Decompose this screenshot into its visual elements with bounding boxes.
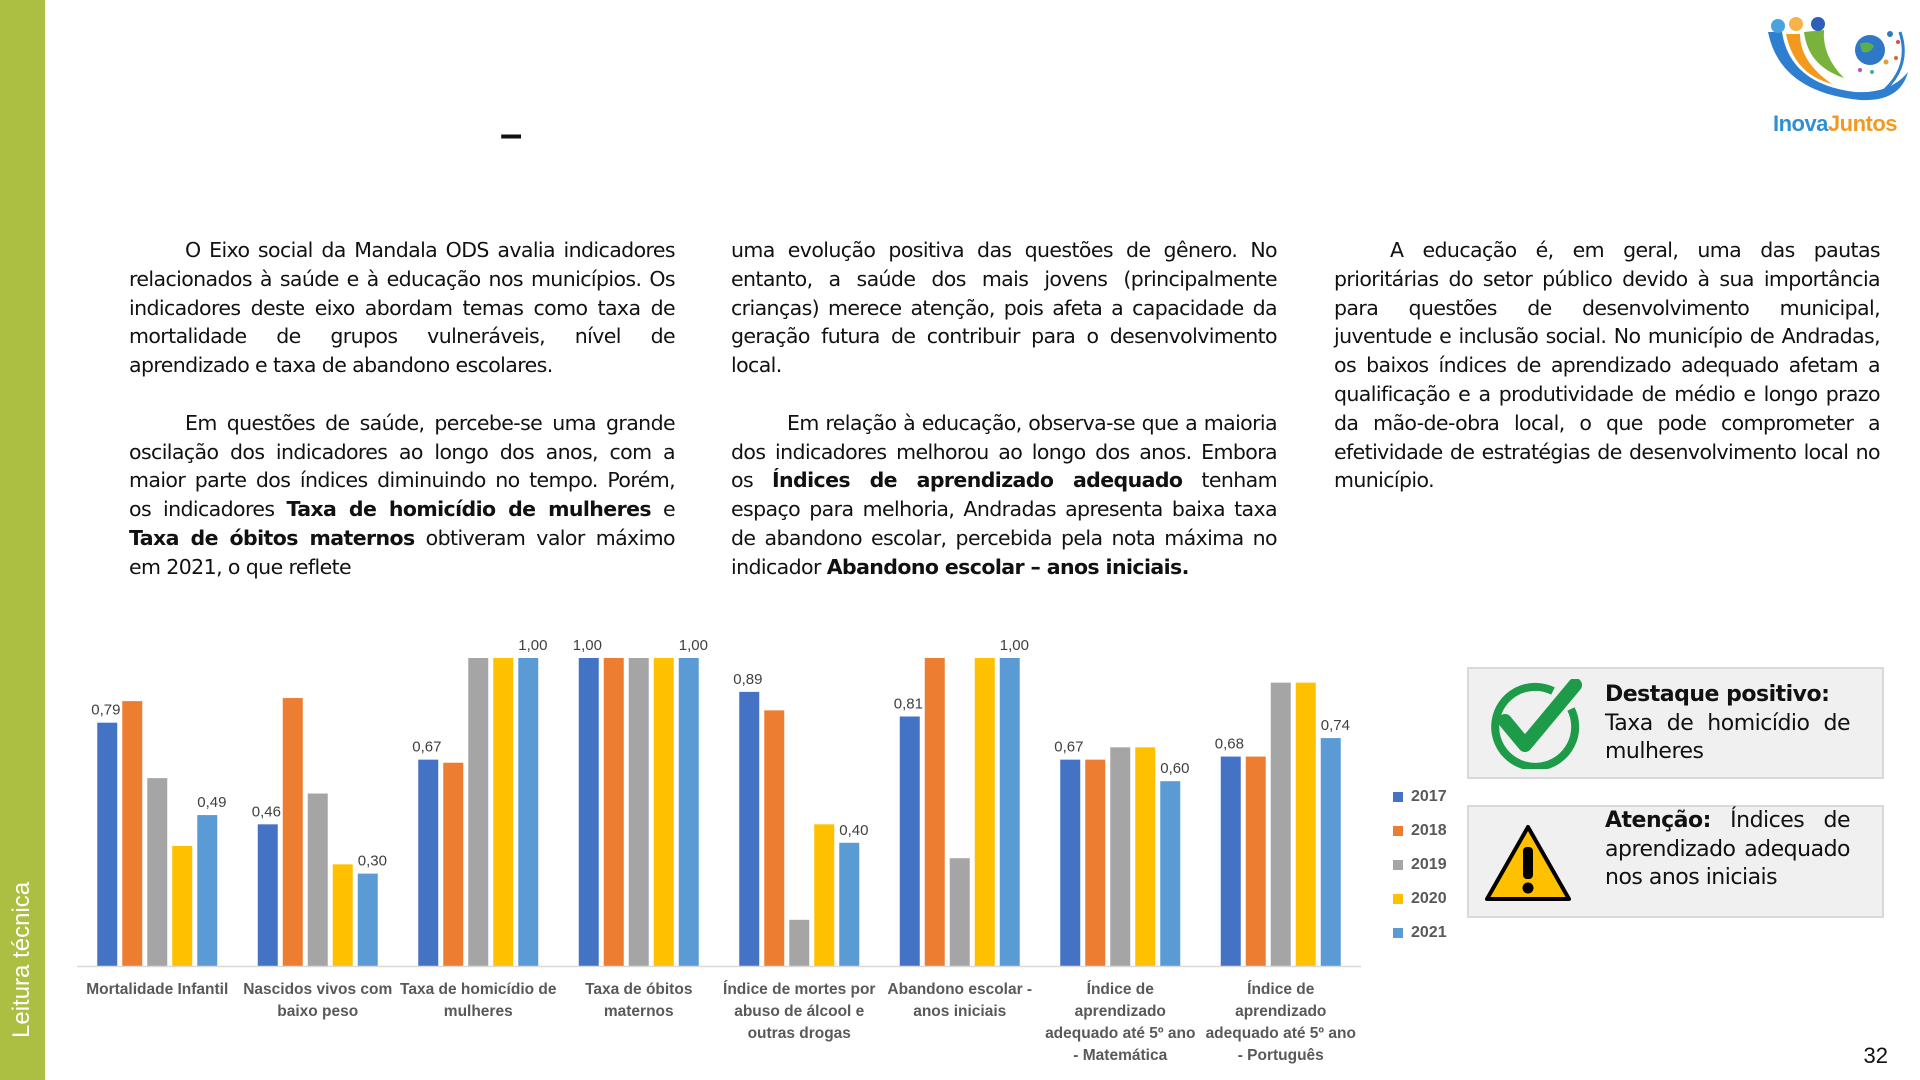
bar-2020-cat3: [654, 658, 674, 966]
bar-2018-cat5: [925, 658, 945, 966]
x-tick-label: - Matemática: [1073, 1047, 1168, 1064]
text-run: O Eixo social da Mandala ODS avalia indicadores relacionados à saúde e à educação nos municípios. Os indicadores deste eixo abordam temas como taxa de mortalidade de grupos vulneráveis, nível de aprendizado e taxa de abandono escolares.: [129, 238, 675, 378]
paragraph: [1334, 236, 1880, 495]
section-label: Leitura técnica: [8, 881, 35, 1038]
legend-label: 2019: [1411, 856, 1447, 873]
x-tick-label: outras drogas: [747, 1025, 851, 1042]
data-label: 0,79: [91, 701, 121, 719]
paragraph: [129, 236, 675, 380]
text-run: Em relação à educação, observa-se que a maioria dos indicadores melhorou ao longo dos anos. Embora os: [731, 410, 1277, 493]
bold-text: Taxa de homicídio de mulheres: [286, 497, 651, 522]
attention-text: Atenção: Índices de aprendizado adequado nos anos iniciais: [1605, 808, 1850, 890]
text-run: obtiveram valor máximo em 2021, o que reflete: [129, 525, 675, 579]
bar-2021-cat0: [197, 815, 217, 966]
x-tick-label: Índice de: [1247, 981, 1315, 998]
bar-2020-cat6: [1135, 747, 1155, 966]
bar-2020-cat7: [1296, 683, 1316, 966]
bar-2020-cat1: [333, 864, 353, 966]
bar-2019-cat0: [147, 778, 167, 966]
data-label: 1,00: [678, 640, 708, 654]
legend-swatch: [1393, 792, 1403, 802]
bar-2018-cat1: [283, 698, 303, 966]
data-label: 0,40: [839, 821, 869, 839]
logo-emblem-icon: [1760, 12, 1910, 112]
text-column-1: [129, 236, 675, 610]
paragraph: [129, 409, 675, 582]
positive-highlight-text: Destaque positivo: Taxa de homicídio de mulheres: [1605, 682, 1850, 764]
page-number: 32: [1863, 1043, 1888, 1068]
warning-triangle-icon: [1483, 823, 1573, 903]
text-run: e: [651, 497, 675, 522]
legend-item: [1393, 814, 1447, 848]
bar-2018-cat0: [122, 701, 142, 966]
x-tick-label: adequado até 5º ano: [1045, 1025, 1196, 1042]
text-run: uma evolução positiva das questões de gênero. No entanto, a saúde dos mais jovens (principalmente crianças) merece atenção, pois afeta a capacidade da geração futura de contribuir para o desenvolvimento local.: [731, 238, 1277, 378]
bar-2018-cat4: [764, 710, 784, 966]
positive-highlight-box: [1467, 667, 1884, 779]
bar-2021-cat1: [358, 874, 378, 966]
bar-2019-cat4: [789, 920, 809, 966]
paragraph: [731, 236, 1277, 380]
data-label: 0,81: [893, 695, 923, 713]
legend-item: [1393, 882, 1447, 916]
x-tick-label: Taxa de óbitos: [585, 981, 693, 998]
x-tick-label: mulheres: [443, 1003, 513, 1020]
bar-chart: [60, 640, 1380, 1080]
bar-2019-cat1: [308, 794, 328, 966]
bar-2021-cat2: [518, 658, 538, 966]
legend-swatch: [1393, 860, 1403, 870]
text-run: Em questões de saúde, percebe-se uma grande oscilação dos indicadores ao longo dos anos, com a maior parte dos índices diminuindo no tempo. Porém, os indicadores: [129, 410, 675, 522]
data-label: 0,46: [251, 803, 281, 821]
bar-2021-cat6: [1160, 781, 1180, 966]
bar-2017-cat7: [1221, 757, 1241, 966]
bar-2021-cat3: [679, 658, 699, 966]
page-title: –: [500, 112, 523, 156]
bold-text: Abandono escolar – anos iniciais.: [826, 554, 1189, 579]
bar-2017-cat6: [1060, 760, 1080, 966]
bar-2021-cat7: [1321, 738, 1341, 966]
inovajuntos-logo: [1760, 12, 1910, 137]
data-label: 1,00: [518, 640, 548, 654]
bar-2017-cat5: [900, 717, 920, 966]
bar-2019-cat5: [950, 858, 970, 966]
text-run: tenham espaço para melhoria, Andradas apresenta baixa taxa de abandono escolar, percebida pela nota máxima no indicador: [731, 468, 1277, 579]
bar-2021-cat5: [1000, 658, 1020, 966]
legend-item: [1393, 780, 1447, 814]
bar-2019-cat7: [1271, 683, 1291, 966]
legend-label: 2017: [1411, 788, 1447, 805]
chart-legend: [1393, 780, 1447, 950]
bar-2017-cat3: [579, 658, 599, 966]
bar-2019-cat3: [629, 658, 649, 966]
x-tick-label: Mortalidade Infantil: [86, 981, 229, 998]
bar-2017-cat0: [97, 723, 117, 966]
bar-2018-cat3: [604, 658, 624, 966]
legend-item: [1393, 848, 1447, 882]
bar-2017-cat1: [258, 824, 278, 966]
x-tick-label: anos iniciais: [913, 1003, 1007, 1020]
legend-label: 2018: [1411, 822, 1447, 839]
data-label: 0,49: [197, 794, 227, 812]
sidebar-band: [0, 0, 45, 1080]
data-label: 1,00: [572, 640, 602, 654]
legend-item: [1393, 916, 1447, 950]
data-label: 0,30: [357, 852, 387, 870]
data-label: 0,89: [733, 670, 763, 688]
legend-swatch: [1393, 928, 1403, 938]
bar-2020-cat0: [172, 846, 192, 966]
data-label: 0,60: [1160, 760, 1190, 778]
bar-2017-cat4: [739, 692, 759, 966]
bar-2020-cat2: [493, 658, 513, 966]
x-tick-label: Nascidos vivos com: [243, 981, 393, 998]
bar-2020-cat4: [814, 824, 834, 966]
bar-2019-cat2: [468, 658, 488, 966]
legend-swatch: [1393, 894, 1403, 904]
legend-swatch: [1393, 826, 1403, 836]
bar-2018-cat2: [443, 763, 463, 966]
legend-label: 2021: [1411, 924, 1447, 941]
bold-text: Índices de aprendizado adequado: [772, 468, 1183, 493]
bar-2018-cat6: [1085, 760, 1105, 966]
text-run: A educação é, em geral, uma das pautas prioritárias do setor público devido à sua importância para questões de desenvolvimento municipal, juventude e inclusão social. No município de Andradas, os baixos índices de aprendizado adequado afetam a qualificação e a produtividade de médio e longo prazo da mão-de-obra local, o que pode comprometer a efetividade de estratégias de desenvolvimento local no município.: [1334, 238, 1880, 493]
data-label: 0,67: [1054, 738, 1084, 756]
bar-2020-cat5: [975, 658, 995, 966]
paragraph: [731, 409, 1277, 582]
x-tick-label: Índice de: [1086, 981, 1154, 998]
data-label: 0,74: [1320, 717, 1350, 735]
x-tick-label: Abandono escolar -: [887, 981, 1033, 998]
attention-box: [1467, 805, 1884, 918]
data-label: 0,67: [412, 738, 442, 756]
x-tick-label: - Português: [1237, 1047, 1324, 1064]
logo-wordmark: InovaJuntos: [1772, 111, 1898, 136]
x-tick-label: aprendizado: [1074, 1003, 1166, 1020]
x-tick-label: Taxa de homicídio de: [400, 981, 557, 998]
data-label: 0,68: [1214, 735, 1244, 753]
bar-2021-cat4: [839, 843, 859, 966]
bar-2018-cat7: [1246, 757, 1266, 966]
bar-2019-cat6: [1110, 747, 1130, 966]
x-tick-label: maternos: [603, 1003, 674, 1020]
data-label: 1,00: [999, 640, 1029, 654]
check-circle-icon: [1483, 679, 1583, 769]
x-tick-label: baixo peso: [277, 1003, 359, 1020]
text-column-2: [731, 236, 1277, 610]
x-tick-label: aprendizado: [1235, 1003, 1327, 1020]
legend-label: 2020: [1411, 890, 1447, 907]
x-tick-label: abuso de álcool e: [734, 1003, 865, 1020]
bold-text: Taxa de óbitos maternos: [129, 525, 415, 550]
text-column-3: [1334, 236, 1880, 524]
bar-2017-cat2: [418, 760, 438, 966]
x-tick-label: Índice de mortes por: [723, 981, 876, 998]
x-tick-label: adequado até 5º ano: [1205, 1025, 1356, 1042]
